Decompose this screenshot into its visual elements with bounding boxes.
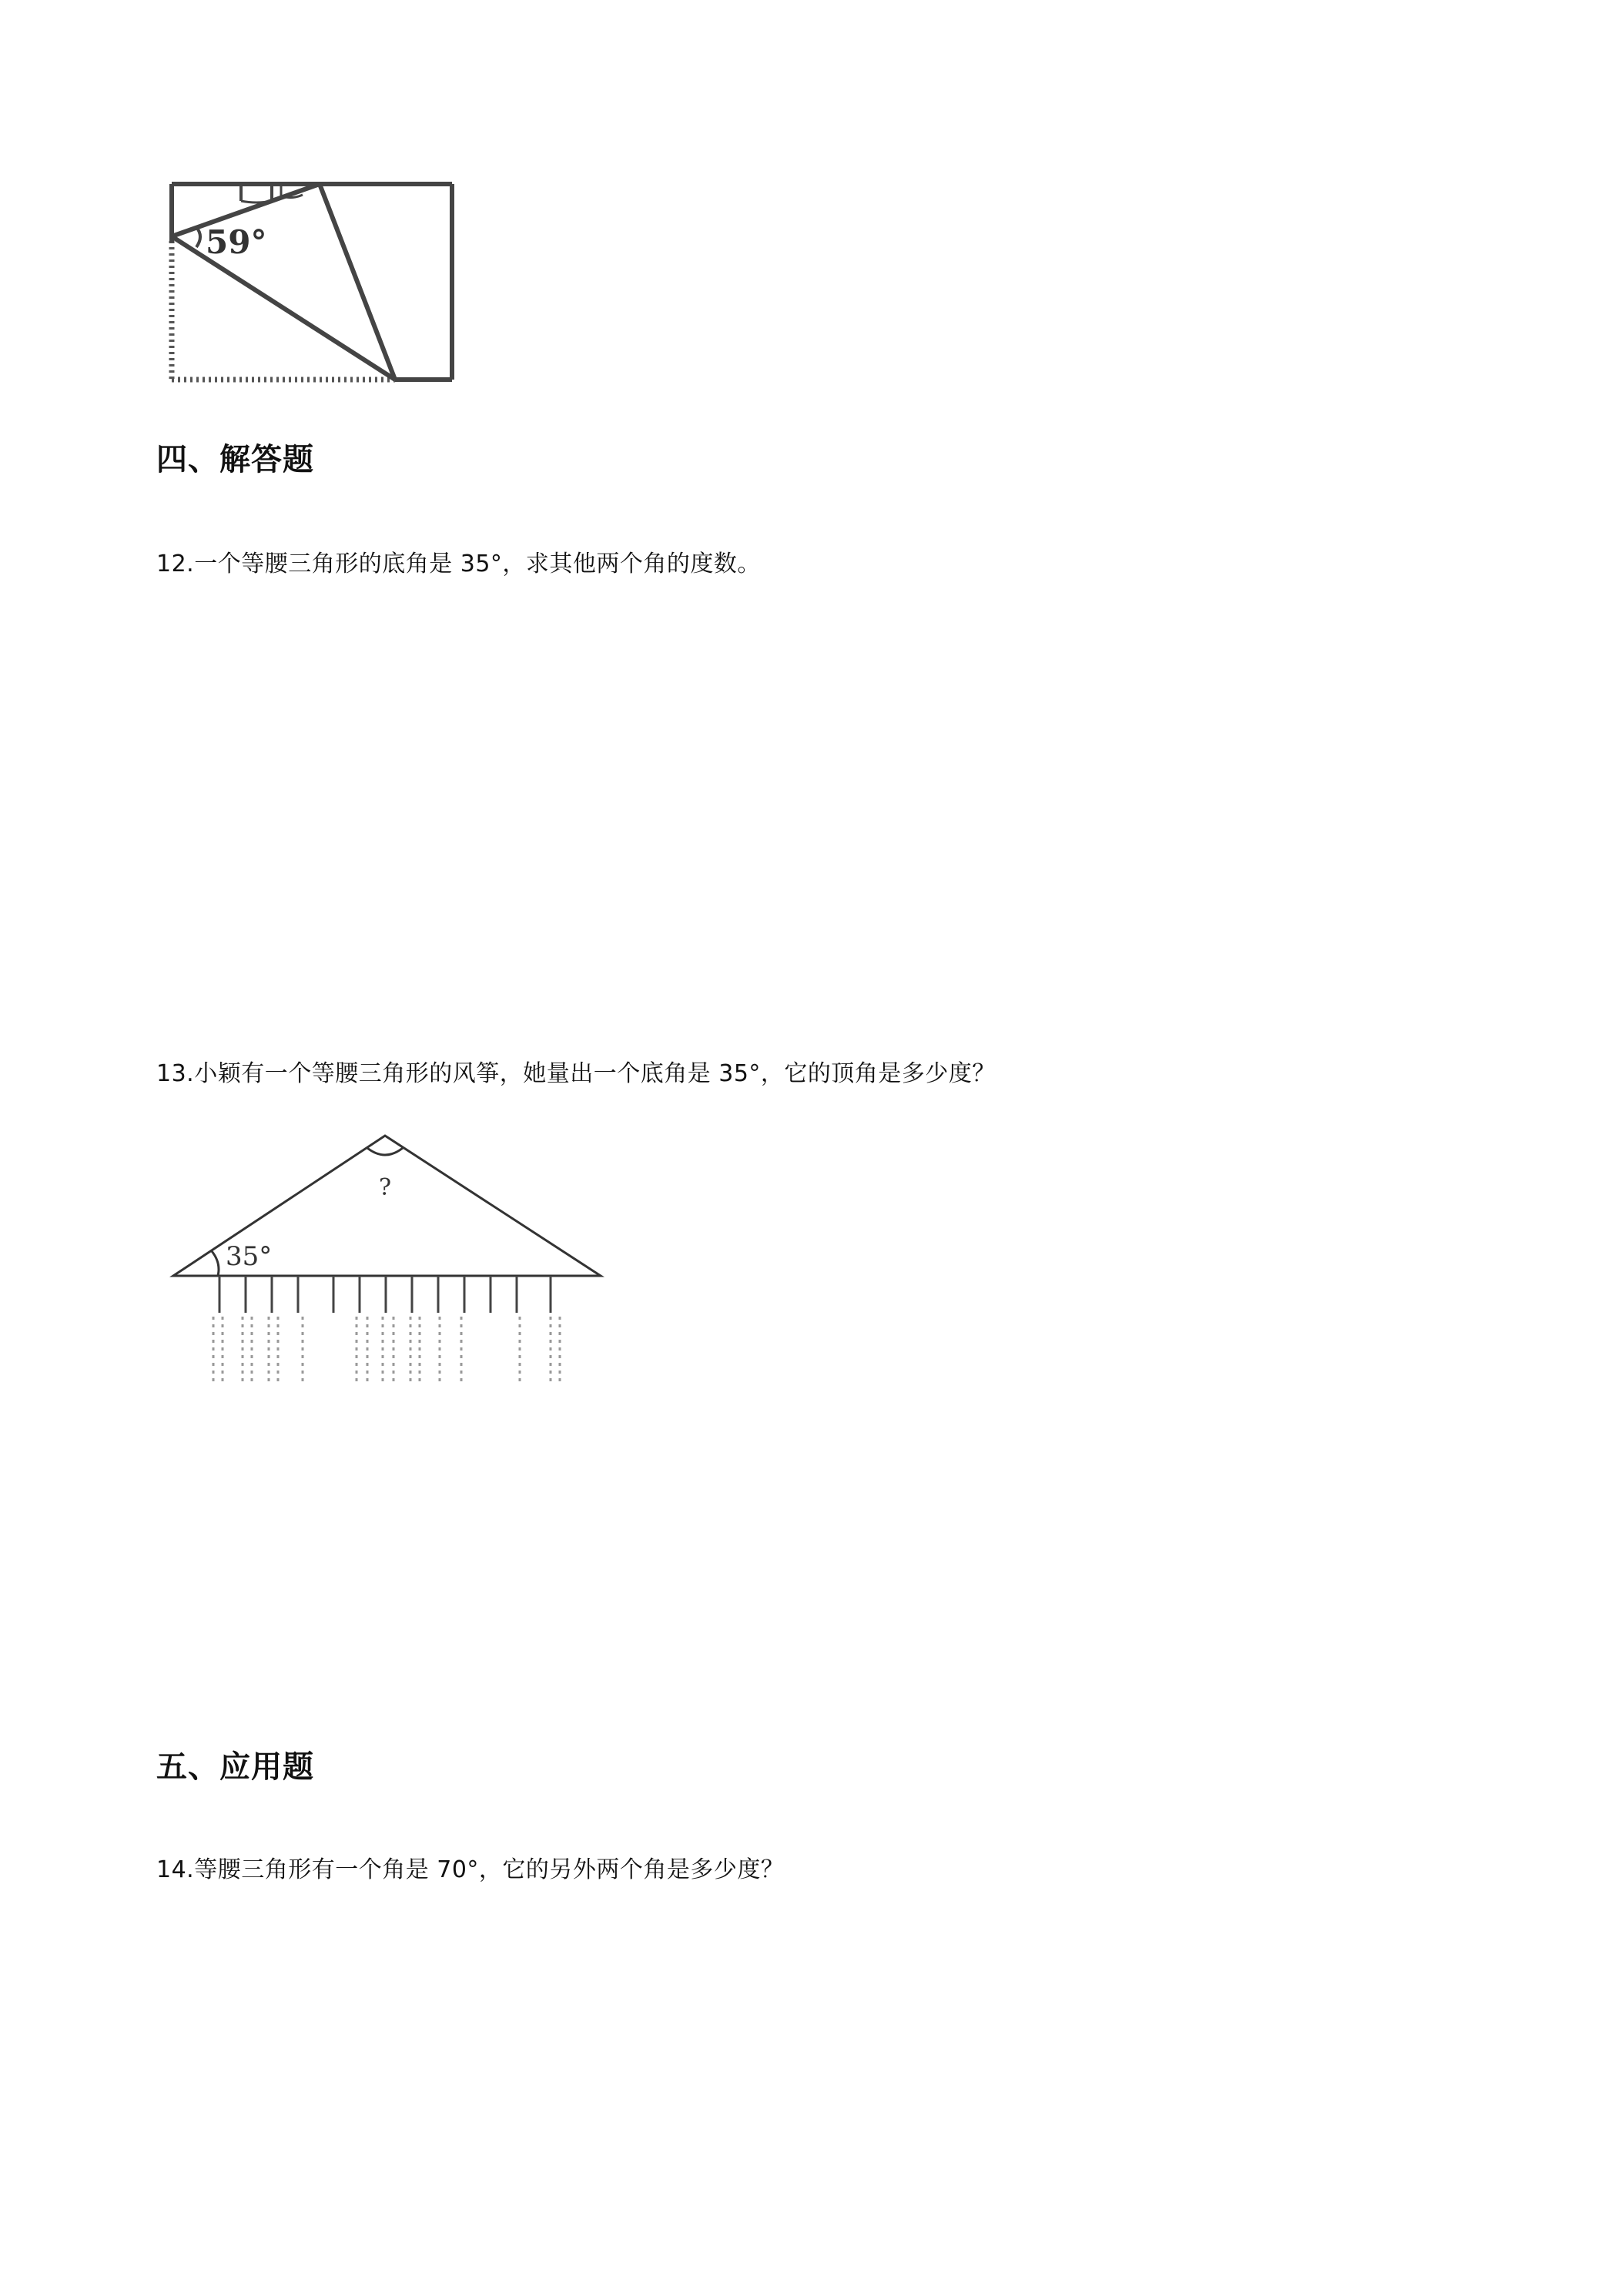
angle-arc-59 bbox=[196, 227, 200, 247]
question-13: 13.小颖有一个等腰三角形的风筝，她量出一个底角是 35°，它的顶角是多少度？ bbox=[156, 1060, 996, 1087]
figure-folded-rectangle bbox=[158, 173, 466, 393]
apex-angle-label: ? bbox=[379, 1174, 392, 1201]
angle-arc-top-left bbox=[241, 201, 272, 202]
kite-tassel-strands bbox=[213, 1317, 560, 1386]
section-title-5: 五、应用题 bbox=[156, 1749, 314, 1785]
figure-kite bbox=[166, 1128, 608, 1394]
section-title-4: 四、解答题 bbox=[156, 442, 314, 477]
question-12: 12.一个等腰三角形的底角是 35°，求其他两个角的度数。 bbox=[156, 551, 761, 577]
kite-tassels bbox=[219, 1276, 551, 1313]
fold-crease bbox=[320, 184, 395, 380]
apex-angle-arc bbox=[367, 1148, 403, 1155]
question-14: 14.等腰三角形有一个角是 70°，它的另外两个角是多少度？ bbox=[156, 1856, 785, 1883]
base-angle-arc bbox=[212, 1251, 219, 1276]
base-angle-label: 35° bbox=[226, 1241, 273, 1272]
angle-label-59: 59° bbox=[206, 223, 267, 261]
